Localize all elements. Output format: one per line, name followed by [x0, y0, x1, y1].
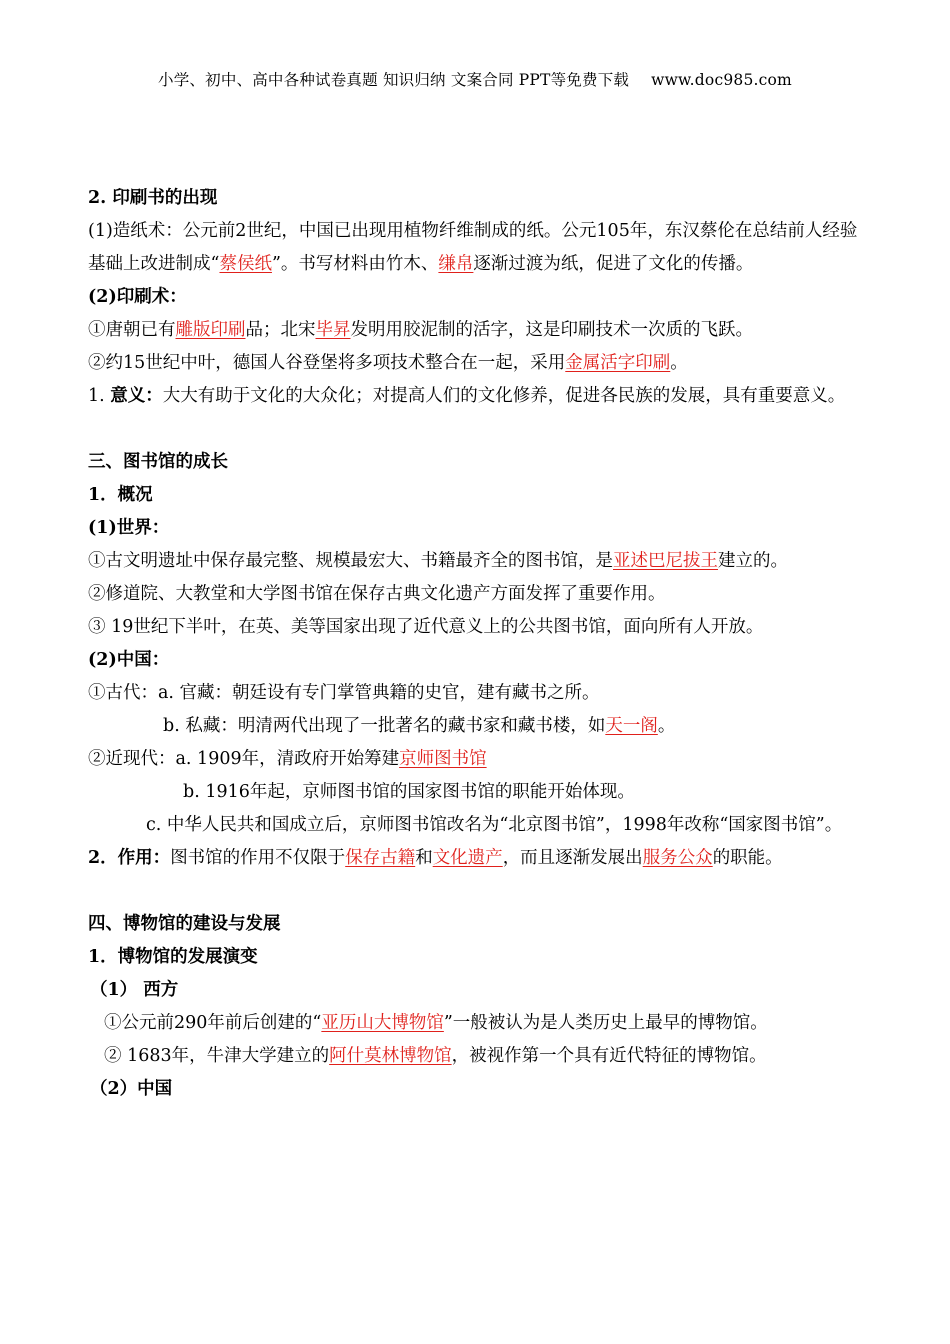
subheading-museum-evolution: 1．博物馆的发展演变	[88, 947, 258, 967]
section-heading-libraries: 三、图书馆的成长	[88, 452, 228, 472]
paragraph-world-3: ③ 19世纪下半叶，在英、美等国家出现了近代意义上的公共图书馆，面向所有人开放。	[88, 617, 764, 637]
subheading-china: (2)中国：	[88, 650, 170, 670]
subheading-west: （1） 西方	[90, 980, 179, 1000]
keyword-jingshi-library: 京师图书馆	[399, 749, 487, 769]
page-header	[0, 68, 950, 90]
keyword-alexandria-museum: 亚历山大博物馆	[321, 1013, 444, 1033]
paragraph-papermaking: (1)造纸术：公元前2世纪，中国已出现用植物纤维制成的纸。公元105年，东汉蔡伦在总结前人经验基础上改进制成“蔡侯纸”。书写材料由竹木、缣帛逐渐过渡为纸，促进了文化的传播。	[88, 221, 858, 274]
header-url[interactable]: www.doc985.com	[651, 71, 792, 89]
paragraph-china-modern-a: ②近现代：a. 1909年，清政府开始筹建京师图书馆	[88, 749, 487, 769]
keyword-caihou-paper: 蔡侯纸	[219, 254, 272, 274]
paragraph-west-1: ①公元前290年前后创建的“亚历山大博物馆”一般被认为是人类历史上最早的博物馆。	[104, 1013, 768, 1033]
keyword-ashurbanipal: 亚述巴尼拔王	[613, 551, 718, 571]
keyword-bisheng: 毕昇	[315, 320, 351, 340]
paragraph-library-role: 2．作用：图书馆的作用不仅限于保存古籍和文化遗产，而且逐渐发展出服务公众的职能。	[88, 848, 783, 868]
subheading-overview: 1．概况	[88, 485, 153, 505]
paragraph-china-modern-b: b. 1916年起，京师图书馆的国家图书馆的职能开始体现。	[183, 782, 635, 802]
keyword-metal-movable-type: 金属活字印刷	[565, 353, 671, 373]
paragraph-meaning: 1. 意义：大大有助于文化的大众化；对提高人们的文化修养，促进各民族的发展，具有重要意义。	[88, 386, 846, 406]
paragraph-printing-1: ①唐朝已有雕版印刷品；北宋毕昇发明用胶泥制的活字，这是印刷技术一次质的飞跃。	[88, 320, 753, 340]
keyword-ashmolean-museum: 阿什莫林博物馆	[329, 1046, 452, 1066]
paragraph-china-modern-c: c. 中华人民共和国成立后，京师图书馆改名为“北京图书馆”，1998年改称“国家图书馆”。	[146, 815, 843, 835]
subheading-world: (1)世界：	[88, 518, 170, 538]
paragraph-china-ancient-b: b. 私藏：明清两代出现了一批著名的藏书家和藏书楼，如天一阁。	[163, 716, 676, 736]
paragraph-printing-2: ②约15世纪中叶，德国人谷登堡将多项技术整合在一起，采用金属活字印刷。	[88, 353, 688, 373]
keyword-tianyige: 天一阁	[605, 716, 658, 736]
paragraph-world-2: ②修道院、大教堂和大学图书馆在保存古典文化遗产方面发挥了重要作用。	[88, 584, 666, 604]
document-body	[88, 182, 864, 1106]
paragraph-world-1: ①古文明遗址中保存最完整、规模最宏大、书籍最齐全的图书馆，是亚述巴尼拔王建立的。	[88, 551, 788, 571]
paragraph-china-ancient-a: ①古代：a. 官藏：朝廷设有专门掌管典籍的史官，建有藏书之所。	[88, 683, 600, 703]
keyword-preserve-books: 保存古籍	[345, 848, 416, 868]
section-heading-museums: 四、博物馆的建设与发展	[88, 914, 281, 934]
keyword-woodblock-printing: 雕版印刷	[175, 320, 246, 340]
subheading-china-museums: （2）中国	[90, 1079, 173, 1099]
paragraph-west-2: ② 1683年，牛津大学建立的阿什莫林博物馆，被视作第一个具有近代特征的博物馆。	[104, 1046, 767, 1066]
section-heading-printed-books: 2. 印刷书的出现	[88, 188, 218, 208]
keyword-jianbo: 缣帛	[438, 254, 474, 274]
subheading-printing: (2)印刷术：	[88, 287, 187, 307]
header-text: 小学、初中、高中各种试卷真题 知识归纳 文案合同 PPT等免费下载	[158, 71, 630, 89]
keyword-cultural-heritage: 文化遗产	[432, 848, 503, 868]
keyword-serve-public: 服务公众	[642, 848, 713, 868]
